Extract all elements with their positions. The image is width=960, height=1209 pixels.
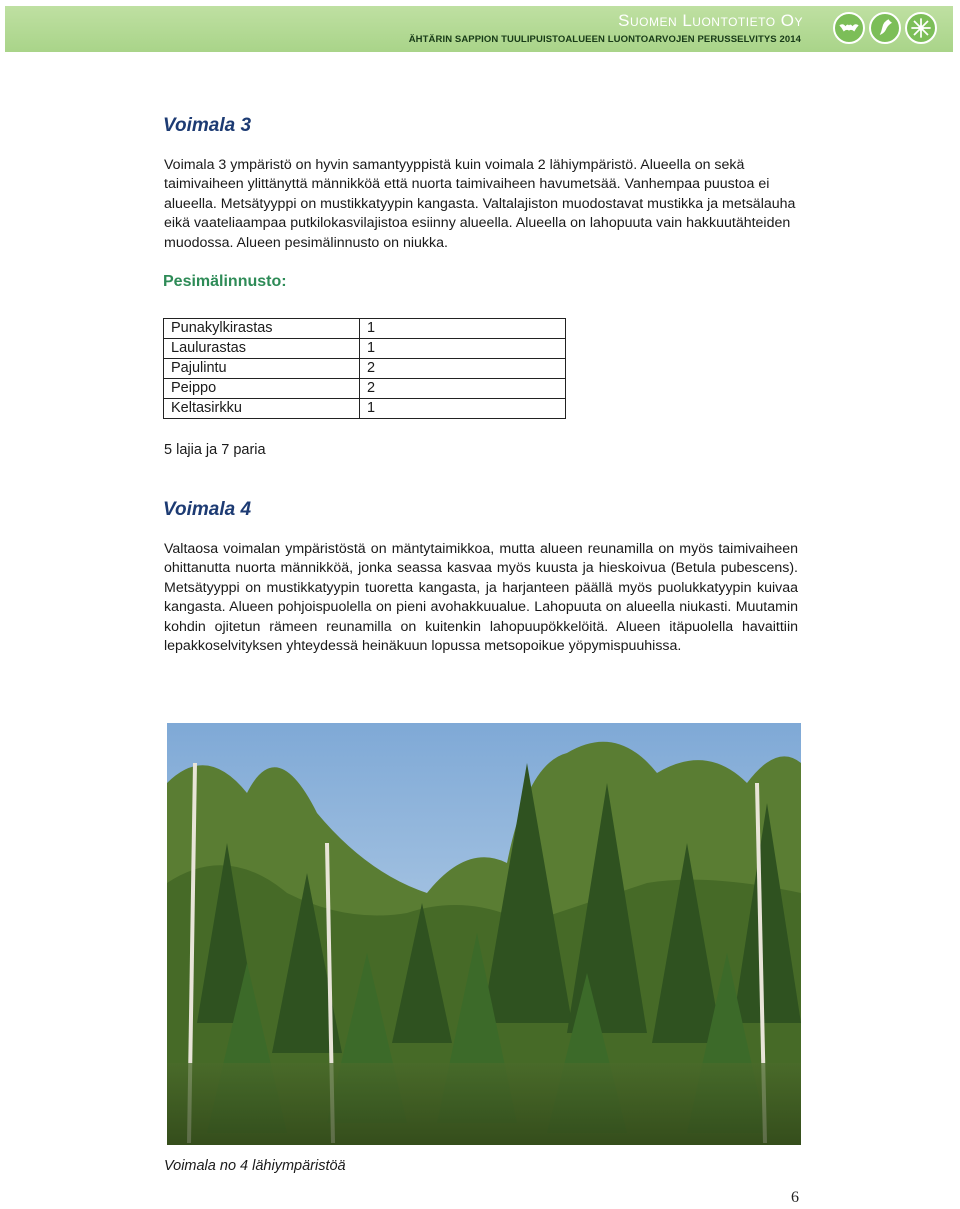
bird-name: Keltasirkku: [164, 399, 360, 419]
table-row: [164, 379, 566, 399]
table-row: [164, 319, 566, 339]
species-summary: 5 lajia ja 7 paria: [164, 442, 266, 458]
bird-count: 2: [359, 379, 565, 399]
bird-count: 1: [359, 399, 565, 419]
page-header: [5, 6, 953, 52]
company-name: Suomen Luontotieto Oy: [618, 11, 803, 30]
report-subtitle: ÄHTÄRIN SAPPION TUULIPUISTOALUEEN LUONTOARVOJEN PERUSSELVITYS 2014: [408, 34, 801, 45]
bird-count: 1: [359, 339, 565, 359]
table-row: [164, 359, 566, 379]
plant-icon: [905, 12, 937, 44]
voimala3-title: Voimala 3: [163, 115, 252, 136]
bird-name: Punakylkirastas: [164, 319, 360, 339]
bird-name: Pajulintu: [164, 359, 360, 379]
voimala4-title: Voimala 4: [163, 499, 252, 520]
table-row: [164, 399, 566, 419]
photo-caption: Voimala no 4 lähiympäristöä: [164, 1158, 346, 1174]
bird-icon: [869, 12, 901, 44]
logo-group: [833, 12, 937, 44]
bird-count: 2: [359, 359, 565, 379]
page-number: 6: [791, 1189, 799, 1206]
bird-name: Laulurastas: [164, 339, 360, 359]
table-row: [164, 339, 566, 359]
voimala3-description: Voimala 3 ympäristö on hyvin samantyyppistä kuin voimala 2 lähiympäristö. Alueella on sekä taimivaiheen ylittänyttä männikköä että nuorta taimivaiheen havumetsää. Vanhempaa puustoa ei alueella. Metsätyyppi on mustikkatyypin kangasta. Valtalajiston muodostavat mustikka ja metsälauha eikä vaateliaampaa putkilokasvilajistoa esiinny alueella. Alueella on lahopuuta vain hakkuutähteiden muodossa. Alueen pesimälinnusto on niukka.: [164, 157, 796, 251]
bird-table: [163, 318, 566, 419]
birds-heading: Pesimälinnusto:: [163, 273, 287, 290]
bat-icon: [833, 12, 865, 44]
voimala4-description: Valtaosa voimalan ympäristöstä on mäntytaimikkoa, mutta alueen reunamilla on myös taimivaiheen ohittanutta nuorta männikköä, jonka seassa kasvaa myös kuusta ja hieskoivua (Betula pubescens). Metsätyyppi on mustikkatyypin tuoretta kangasta, ja harjanteen päällä myös puolukkatyypin kuivaa kangasta. Alueen pohjoispuolella on pieni avohakkuualue. Lahopuuta on alueella niukasti. Muutamin kohdin ojitetun rämeen reunamilla on kuitenkin lahopuupökkelöitä. Alueen itäpuolella havaittiin lepakkoselvityksen yhteydessä heinäkuun lopussa metsopoikue yöpymispuuhissa.: [164, 541, 798, 655]
bird-count: 1: [359, 319, 565, 339]
forest-photo: [167, 723, 801, 1145]
bird-name: Peippo: [164, 379, 360, 399]
